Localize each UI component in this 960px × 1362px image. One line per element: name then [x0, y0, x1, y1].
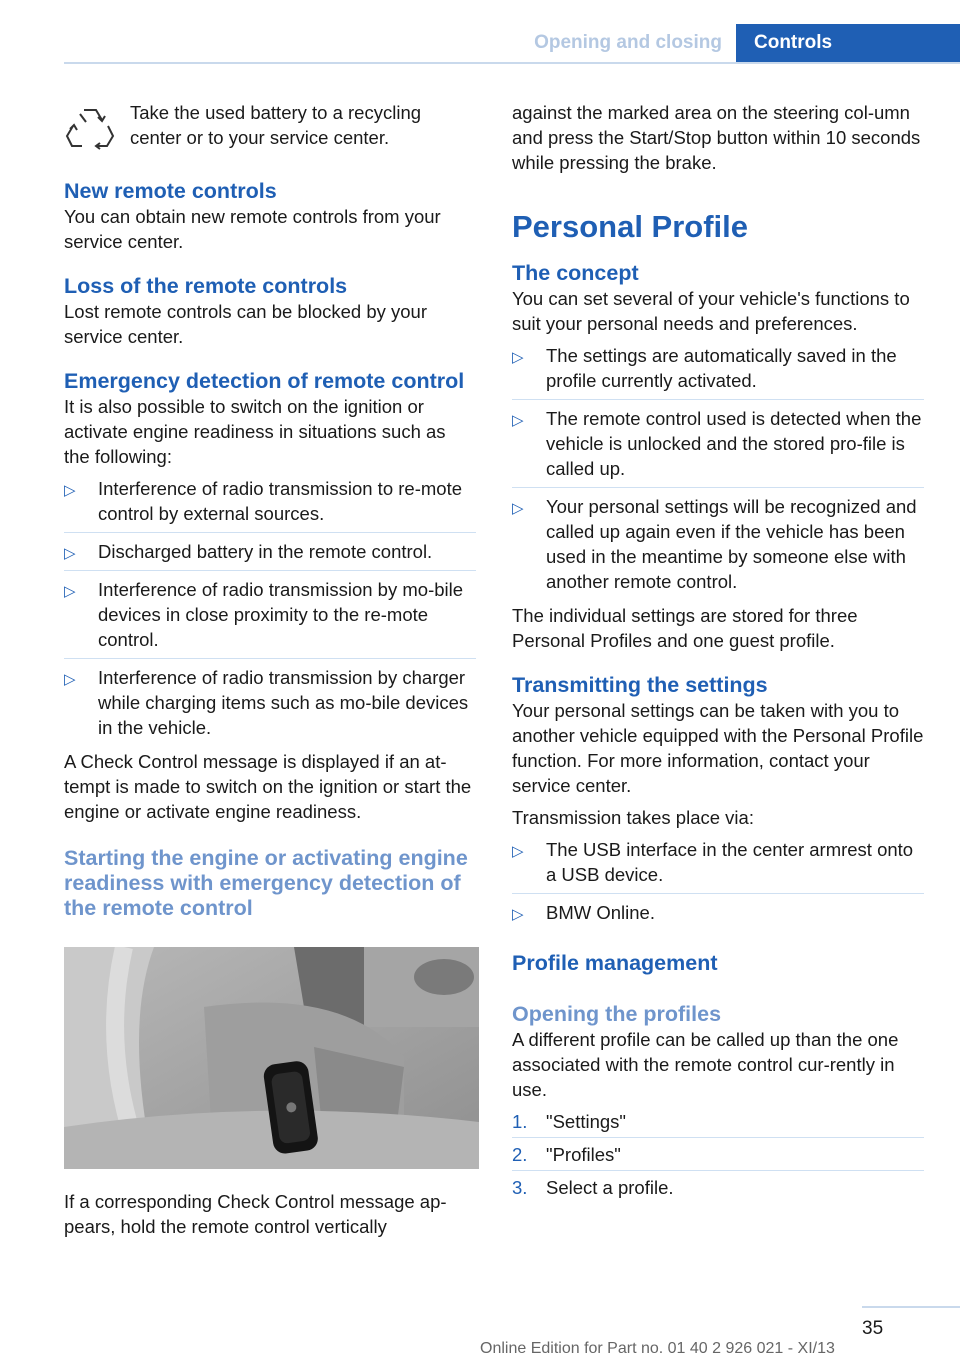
triangle-bullet-icon: ▷	[512, 500, 524, 517]
right-column	[512, 100, 924, 1207]
page-number: 35	[862, 1318, 884, 1339]
section-tab: Opening and closing	[534, 32, 722, 53]
emergency-heading: Emergency detection of remote control	[64, 369, 465, 393]
triangle-bullet-icon: ▷	[64, 671, 76, 688]
list-item: ▷ The remote control used is detected when the vehicle is unlocked and the stored pro-file is called up.	[512, 406, 924, 488]
new-remote-heading: New remote controls	[64, 179, 277, 203]
concept-heading: The concept	[512, 261, 639, 285]
concept-list	[512, 343, 924, 596]
new-remote-text: You can obtain new remote controls from your service center.	[64, 206, 441, 252]
loss-text: Lost remote controls can be blocked by your service center.	[64, 301, 427, 347]
list-item: 3. Select a profile.	[512, 1177, 674, 1198]
transmission-list	[512, 837, 924, 931]
transmitting-text: Your personal settings can be taken with you to another vehicle equipped with the Personal Profile function. For more information, contact your service center.	[512, 700, 924, 796]
steering-column-photo	[64, 947, 479, 1169]
emergency-after: A Check Control message is displayed if an at-tempt is made to switch on the ignition or start the engine or activate engine readiness.	[64, 751, 472, 822]
personal-profile-heading: Personal Profile	[512, 209, 749, 244]
profile-management-heading: Profile management	[512, 951, 718, 975]
starting-caption: If a corresponding Check Control message ap-pears, hold the remote control vertically	[64, 1191, 447, 1237]
concept-after: The individual settings are stored for three Personal Profiles and one guest profile.	[512, 605, 858, 651]
recycle-text: Take the used battery to a recycling center or to your service center.	[130, 102, 422, 148]
list-item: ▷ BMW Online.	[512, 900, 924, 931]
opening-profiles-text: A different profile can be called up than the one associated with the remote control cur-rently in use.	[512, 1029, 899, 1100]
continued-text: against the marked area on the steering col-umn and press the Start/Stop button within 10 seconds while pressing the brake.	[512, 102, 921, 173]
list-item: ▷ Interference of radio transmission to re-mote control by external sources.	[64, 476, 476, 533]
list-item: ▷ The settings are automatically saved in the profile currently activated.	[512, 343, 924, 400]
list-item: ▷ Discharged battery in the remote control.	[64, 539, 476, 571]
triangle-bullet-icon: ▷	[64, 482, 76, 499]
list-item: 2. "Profiles"	[512, 1142, 924, 1171]
recycle-icon	[64, 104, 116, 152]
triangle-bullet-icon: ▷	[512, 349, 524, 366]
list-item: ▷ The USB interface in the center armrest onto a USB device.	[512, 837, 924, 894]
footer-rule	[862, 1306, 960, 1308]
opening-profiles-heading: Opening the profiles	[512, 1002, 722, 1026]
edition-footer: Online Edition for Part no. 01 40 2 926 021 - XI/13	[480, 1340, 835, 1357]
transmitting-heading: Transmitting the settings	[512, 673, 768, 697]
starting-heading: Starting the engine or activating engine readiness with emergency detection of the remote control	[64, 846, 468, 920]
list-item: ▷ Interference of radio transmission by mo-bile devices in close proximity to the re-mote control.	[64, 577, 476, 659]
header-rule	[64, 62, 960, 64]
steps-list	[512, 1109, 924, 1203]
list-item: ▷ Interference of radio transmission by charger while charging items such as mo-bile devices in the vehicle.	[64, 667, 469, 738]
triangle-bullet-icon: ▷	[512, 906, 524, 923]
triangle-bullet-icon: ▷	[64, 583, 76, 600]
transmitting-via: Transmission takes place via:	[512, 807, 754, 828]
emergency-intro: It is also possible to switch on the ignition or activate engine readiness in situations such as the following:	[64, 396, 446, 467]
recycle-note	[64, 100, 476, 157]
concept-text: You can set several of your vehicle's functions to suit your personal needs and preferences.	[512, 288, 910, 334]
loss-heading: Loss of the remote controls	[64, 274, 348, 298]
triangle-bullet-icon: ▷	[512, 412, 524, 429]
triangle-bullet-icon: ▷	[64, 545, 76, 562]
emergency-list	[64, 476, 476, 742]
left-column	[64, 100, 476, 1246]
triangle-bullet-icon: ▷	[512, 843, 524, 860]
list-item: ▷ Your personal settings will be recognized and called up again even if the vehicle has been used in the meantime by someone else with another remote control.	[512, 496, 917, 592]
list-item: 1. "Settings"	[512, 1109, 924, 1138]
chapter-tab: Controls	[736, 24, 960, 62]
